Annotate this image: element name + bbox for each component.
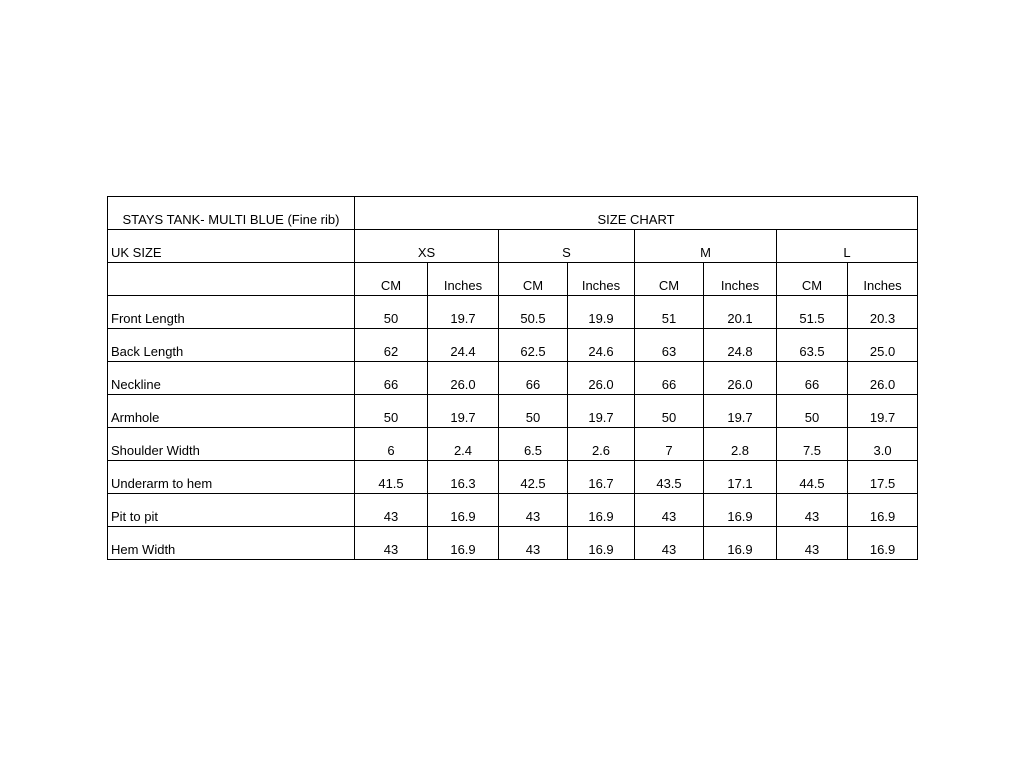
- unit-header-inches: Inches: [704, 263, 777, 296]
- measurement-label: Back Length: [108, 329, 355, 362]
- measurement-value: 66: [777, 362, 848, 395]
- measurement-value: 16.9: [848, 494, 918, 527]
- measurement-value: 41.5: [355, 461, 428, 494]
- measurement-value: 66: [355, 362, 428, 395]
- measurement-value: 19.7: [428, 395, 499, 428]
- unit-header-cm: CM: [355, 263, 428, 296]
- measurement-value: 19.7: [568, 395, 635, 428]
- measurement-value: 43: [499, 527, 568, 560]
- measurement-row: [108, 494, 918, 527]
- measurement-row: [108, 527, 918, 560]
- measurement-label: Underarm to hem: [108, 461, 355, 494]
- measurement-value: 43: [499, 494, 568, 527]
- size-header-xs: XS: [355, 230, 499, 263]
- measurement-value: 2.8: [704, 428, 777, 461]
- size-header-s: S: [499, 230, 635, 263]
- unit-header-inches: Inches: [568, 263, 635, 296]
- measurement-value: 43: [635, 494, 704, 527]
- measurement-value: 43: [355, 494, 428, 527]
- title-row: [108, 197, 918, 230]
- measurement-value: 19.9: [568, 296, 635, 329]
- size-header-m: M: [635, 230, 777, 263]
- size-chart-body: [108, 197, 918, 560]
- measurement-value: 19.7: [704, 395, 777, 428]
- measurement-value: 17.1: [704, 461, 777, 494]
- measurement-value: 2.4: [428, 428, 499, 461]
- measurement-value: 16.9: [428, 527, 499, 560]
- measurement-row: [108, 461, 918, 494]
- measurement-value: 16.9: [568, 527, 635, 560]
- measurement-value: 43: [777, 527, 848, 560]
- measurement-row: [108, 428, 918, 461]
- unit-header-empty: [108, 263, 355, 296]
- measurement-label: Armhole: [108, 395, 355, 428]
- measurement-value: 16.9: [428, 494, 499, 527]
- measurement-value: 26.0: [568, 362, 635, 395]
- measurement-row: [108, 362, 918, 395]
- size-header-row: [108, 230, 918, 263]
- measurement-value: 43: [635, 527, 704, 560]
- measurement-value: 50.5: [499, 296, 568, 329]
- measurement-value: 19.7: [428, 296, 499, 329]
- unit-header-cm: CM: [635, 263, 704, 296]
- measurement-value: 63.5: [777, 329, 848, 362]
- size-chart-table: [107, 196, 918, 560]
- measurement-value: 50: [355, 296, 428, 329]
- measurement-value: 62: [355, 329, 428, 362]
- measurement-value: 26.0: [704, 362, 777, 395]
- measurement-value: 16.9: [568, 494, 635, 527]
- size-label: UK SIZE: [108, 230, 355, 263]
- measurement-value: 26.0: [848, 362, 918, 395]
- measurement-value: 16.9: [704, 527, 777, 560]
- measurement-value: 24.8: [704, 329, 777, 362]
- measurement-value: 3.0: [848, 428, 918, 461]
- measurement-value: 50: [635, 395, 704, 428]
- measurement-value: 16.3: [428, 461, 499, 494]
- measurement-value: 7: [635, 428, 704, 461]
- measurement-row: [108, 296, 918, 329]
- measurement-value: 16.9: [704, 494, 777, 527]
- measurement-label: Pit to pit: [108, 494, 355, 527]
- unit-header-row: [108, 263, 918, 296]
- measurement-value: 26.0: [428, 362, 499, 395]
- measurement-value: 20.1: [704, 296, 777, 329]
- unit-header-cm: CM: [499, 263, 568, 296]
- measurement-value: 17.5: [848, 461, 918, 494]
- measurement-value: 16.7: [568, 461, 635, 494]
- product-title: STAYS TANK- MULTI BLUE (Fine rib): [108, 197, 355, 230]
- measurement-value: 50: [777, 395, 848, 428]
- measurement-value: 51.5: [777, 296, 848, 329]
- measurement-value: 51: [635, 296, 704, 329]
- measurement-label: Neckline: [108, 362, 355, 395]
- measurement-value: 43.5: [635, 461, 704, 494]
- size-header-l: L: [777, 230, 918, 263]
- measurement-value: 16.9: [848, 527, 918, 560]
- measurement-value: 2.6: [568, 428, 635, 461]
- measurement-value: 7.5: [777, 428, 848, 461]
- measurement-value: 20.3: [848, 296, 918, 329]
- measurement-value: 43: [777, 494, 848, 527]
- measurement-value: 66: [499, 362, 568, 395]
- measurement-value: 42.5: [499, 461, 568, 494]
- measurement-label: Shoulder Width: [108, 428, 355, 461]
- measurement-value: 25.0: [848, 329, 918, 362]
- measurement-value: 6.5: [499, 428, 568, 461]
- measurement-value: 6: [355, 428, 428, 461]
- measurement-value: 44.5: [777, 461, 848, 494]
- unit-header-cm: CM: [777, 263, 848, 296]
- measurement-label: Hem Width: [108, 527, 355, 560]
- measurement-label: Front Length: [108, 296, 355, 329]
- measurement-value: 66: [635, 362, 704, 395]
- measurement-value: 19.7: [848, 395, 918, 428]
- chart-title: SIZE CHART: [355, 197, 918, 230]
- measurement-row: [108, 329, 918, 362]
- measurement-value: 62.5: [499, 329, 568, 362]
- measurement-row: [108, 395, 918, 428]
- unit-header-inches: Inches: [428, 263, 499, 296]
- measurement-value: 50: [499, 395, 568, 428]
- measurement-value: 24.6: [568, 329, 635, 362]
- measurement-value: 43: [355, 527, 428, 560]
- measurement-value: 63: [635, 329, 704, 362]
- unit-header-inches: Inches: [848, 263, 918, 296]
- measurement-value: 24.4: [428, 329, 499, 362]
- measurement-value: 50: [355, 395, 428, 428]
